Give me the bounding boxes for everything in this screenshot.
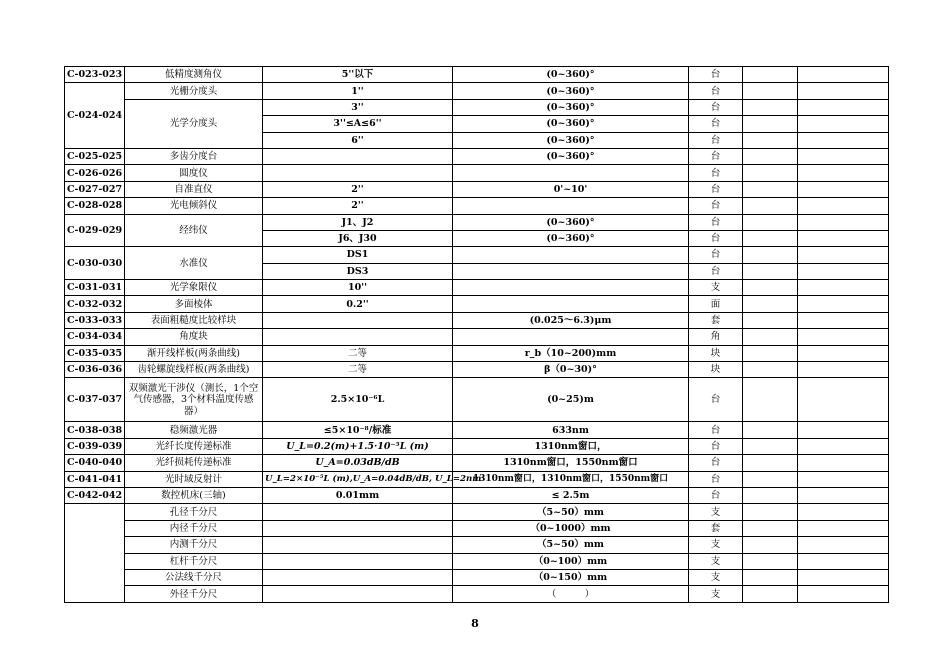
row-range: (0~360)° xyxy=(453,67,689,83)
table-row xyxy=(65,165,889,181)
row-unit: 台 xyxy=(689,214,743,230)
row-spec: J6、J30 xyxy=(263,230,453,246)
row-name: 双频激光干涉仪（测长，1个空气传感器，3个材料温度传感器） xyxy=(125,378,263,422)
row-empty xyxy=(798,362,889,378)
row-code: C-041-041 xyxy=(65,471,125,487)
table-row xyxy=(65,296,889,312)
table-row xyxy=(65,280,889,296)
row-range: （5~50）mm xyxy=(453,504,689,520)
row-unit: 台 xyxy=(689,116,743,132)
row-empty xyxy=(743,198,798,214)
row-unit: 支 xyxy=(689,504,743,520)
row-spec: U_L=2×10⁻⁵L (m),U_A=0.04dB/dB, U_L=2nm xyxy=(263,471,453,487)
row-code: C-030-030 xyxy=(65,247,125,280)
row-spec xyxy=(263,569,453,585)
row-empty xyxy=(798,487,889,503)
row-range: （0~150）mm xyxy=(453,569,689,585)
row-name: 表面粗糙度比较样块 xyxy=(125,312,263,328)
row-spec: J1、J2 xyxy=(263,214,453,230)
row-spec: 3''≤A≤6'' xyxy=(263,116,453,132)
row-empty xyxy=(743,148,798,164)
row-spec: 二等 xyxy=(263,362,453,378)
row-spec: 6'' xyxy=(263,132,453,148)
row-range: r_b（10~200)mm xyxy=(453,345,689,361)
row-empty xyxy=(743,569,798,585)
row-unit: 台 xyxy=(689,487,743,503)
row-code-empty xyxy=(65,504,125,602)
row-unit: 块 xyxy=(689,362,743,378)
row-spec: 2.5×10⁻⁶L xyxy=(263,378,453,422)
row-name: 光纤损耗传递标准 xyxy=(125,455,263,471)
row-name: 光纤长度传递标准 xyxy=(125,438,263,454)
table-row xyxy=(65,520,889,536)
row-empty xyxy=(743,553,798,569)
row-unit: 台 xyxy=(689,132,743,148)
row-empty xyxy=(743,520,798,536)
row-unit: 台 xyxy=(689,263,743,279)
row-empty xyxy=(798,247,889,263)
row-empty xyxy=(743,247,798,263)
row-empty xyxy=(798,537,889,553)
row-range: （0~100）mm xyxy=(453,553,689,569)
table-row xyxy=(65,312,889,328)
row-unit: 台 xyxy=(689,378,743,422)
row-name: 数控机床(三轴) xyxy=(125,487,263,503)
row-range xyxy=(453,296,689,312)
row-empty xyxy=(798,471,889,487)
row-empty xyxy=(743,67,798,83)
row-spec: U_A=0.03dB/dB xyxy=(263,455,453,471)
table-row xyxy=(65,83,889,99)
table-row xyxy=(65,362,889,378)
row-spec: 5''以下 xyxy=(263,67,453,83)
row-name: 圆度仪 xyxy=(125,165,263,181)
row-range: ≤ 2.5m xyxy=(453,487,689,503)
row-range: （5~50）mm xyxy=(453,537,689,553)
row-empty xyxy=(798,116,889,132)
row-code: C-029-029 xyxy=(65,214,125,247)
row-name: 内测千分尺 xyxy=(125,537,263,553)
row-code: C-032-032 xyxy=(65,296,125,312)
row-name: 孔径千分尺 xyxy=(125,504,263,520)
row-empty xyxy=(743,455,798,471)
row-range: (0~360)° xyxy=(453,83,689,99)
row-empty xyxy=(798,198,889,214)
row-empty xyxy=(743,83,798,99)
row-unit: 面 xyxy=(689,296,743,312)
table-row xyxy=(65,214,889,230)
row-range: 633nm xyxy=(453,422,689,438)
row-range xyxy=(453,198,689,214)
equipment-table-sheet xyxy=(64,66,888,603)
row-code: C-039-039 xyxy=(65,438,125,454)
row-empty xyxy=(798,132,889,148)
row-name: 光时域反射计 xyxy=(125,471,263,487)
row-empty xyxy=(743,537,798,553)
table-row xyxy=(65,569,889,585)
row-range xyxy=(453,329,689,345)
table-row xyxy=(65,455,889,471)
equipment-table xyxy=(64,66,889,603)
row-spec xyxy=(263,165,453,181)
row-empty xyxy=(743,329,798,345)
row-unit: 台 xyxy=(689,198,743,214)
row-unit: 支 xyxy=(689,553,743,569)
row-spec: 3'' xyxy=(263,99,453,115)
row-range xyxy=(453,165,689,181)
row-range: (0.025～6.3)μm xyxy=(453,312,689,328)
row-unit: 台 xyxy=(689,230,743,246)
row-unit: 支 xyxy=(689,537,743,553)
row-name: 光电倾斜仪 xyxy=(125,198,263,214)
row-code: C-040-040 xyxy=(65,455,125,471)
row-empty xyxy=(798,263,889,279)
row-unit: 套 xyxy=(689,312,743,328)
row-empty xyxy=(743,504,798,520)
row-empty xyxy=(743,345,798,361)
row-code: C-038-038 xyxy=(65,422,125,438)
table-row xyxy=(65,487,889,503)
row-unit: 台 xyxy=(689,148,743,164)
row-spec xyxy=(263,329,453,345)
row-spec: 2'' xyxy=(263,198,453,214)
table-row xyxy=(65,422,889,438)
row-range: (0~360)° xyxy=(453,116,689,132)
table-row xyxy=(65,99,889,115)
row-empty xyxy=(798,181,889,197)
row-empty xyxy=(743,132,798,148)
row-unit: 支 xyxy=(689,586,743,602)
row-name: 水准仪 xyxy=(125,247,263,280)
row-empty xyxy=(743,230,798,246)
row-empty xyxy=(743,181,798,197)
row-empty xyxy=(743,378,798,422)
row-code: C-033-033 xyxy=(65,312,125,328)
row-empty xyxy=(798,83,889,99)
row-empty xyxy=(798,99,889,115)
table-row xyxy=(65,586,889,602)
row-empty xyxy=(743,296,798,312)
row-range: (0~360)° xyxy=(453,148,689,164)
row-spec xyxy=(263,586,453,602)
row-unit: 台 xyxy=(689,422,743,438)
row-range: （0~1000）mm xyxy=(453,520,689,536)
table-row xyxy=(65,329,889,345)
table-row xyxy=(65,198,889,214)
row-empty xyxy=(743,116,798,132)
row-range: 1310nm窗口，1310nm窗口，1550nm窗口 xyxy=(453,471,689,487)
page-number: 8 xyxy=(471,617,479,630)
row-empty xyxy=(798,280,889,296)
row-spec xyxy=(263,312,453,328)
row-spec: 0.2'' xyxy=(263,296,453,312)
row-empty xyxy=(743,586,798,602)
row-range xyxy=(453,280,689,296)
table-row xyxy=(65,378,889,422)
row-code: C-042-042 xyxy=(65,487,125,503)
row-unit: 台 xyxy=(689,247,743,263)
row-empty xyxy=(743,214,798,230)
row-range: 1310nm窗口， xyxy=(453,438,689,454)
row-name: 多面棱体 xyxy=(125,296,263,312)
row-unit: 支 xyxy=(689,280,743,296)
row-unit: 支 xyxy=(689,569,743,585)
row-empty xyxy=(798,504,889,520)
row-name: 外径千分尺 xyxy=(125,586,263,602)
row-name: 渐开线样板(两条曲线) xyxy=(125,345,263,361)
row-unit: 台 xyxy=(689,67,743,83)
row-unit: 台 xyxy=(689,181,743,197)
row-spec: 0.01mm xyxy=(263,487,453,503)
row-range: (0~360)° xyxy=(453,99,689,115)
row-spec xyxy=(263,520,453,536)
row-name: 光栅分度头 xyxy=(125,83,263,99)
row-spec: DS1 xyxy=(263,247,453,263)
table-row xyxy=(65,345,889,361)
row-empty xyxy=(743,263,798,279)
row-empty xyxy=(798,422,889,438)
table-row xyxy=(65,471,889,487)
table-row xyxy=(65,438,889,454)
row-empty xyxy=(798,329,889,345)
row-unit: 台 xyxy=(689,471,743,487)
row-range: (0~360)° xyxy=(453,230,689,246)
row-empty xyxy=(743,471,798,487)
row-code: C-024-024 xyxy=(65,83,125,149)
row-empty xyxy=(798,438,889,454)
row-name: 齿轮螺旋线样板(两条曲线) xyxy=(125,362,263,378)
row-empty xyxy=(798,148,889,164)
row-range: (0~360)° xyxy=(453,214,689,230)
row-empty xyxy=(798,455,889,471)
row-name: 多齿分度台 xyxy=(125,148,263,164)
row-empty xyxy=(798,553,889,569)
row-empty xyxy=(798,165,889,181)
row-name: 低精度测角仪 xyxy=(125,67,263,83)
row-spec: U_L=0.2(m)+1.5·10⁻⁵L (m) xyxy=(263,438,453,454)
table-row xyxy=(65,148,889,164)
row-name: 自准直仪 xyxy=(125,181,263,197)
row-spec: DS3 xyxy=(263,263,453,279)
row-unit: 台 xyxy=(689,165,743,181)
row-code: C-028-028 xyxy=(65,198,125,214)
row-empty xyxy=(798,312,889,328)
table-row xyxy=(65,553,889,569)
row-code: C-037-037 xyxy=(65,378,125,422)
row-empty xyxy=(798,296,889,312)
table-row xyxy=(65,504,889,520)
row-unit: 套 xyxy=(689,520,743,536)
row-code: C-025-025 xyxy=(65,148,125,164)
table-row xyxy=(65,67,889,83)
row-empty xyxy=(798,345,889,361)
row-empty xyxy=(798,569,889,585)
row-empty xyxy=(743,312,798,328)
row-name: 角度块 xyxy=(125,329,263,345)
row-range xyxy=(453,247,689,263)
row-spec: 10'' xyxy=(263,280,453,296)
row-spec: 2'' xyxy=(263,181,453,197)
row-empty xyxy=(798,67,889,83)
row-spec: 1'' xyxy=(263,83,453,99)
row-code: C-034-034 xyxy=(65,329,125,345)
row-empty xyxy=(798,520,889,536)
row-unit: 角 xyxy=(689,329,743,345)
row-range: (0~360)° xyxy=(453,132,689,148)
row-empty xyxy=(743,362,798,378)
row-code: C-023-023 xyxy=(65,67,125,83)
row-name: 内径千分尺 xyxy=(125,520,263,536)
row-name: 光学象限仪 xyxy=(125,280,263,296)
row-code: C-027-027 xyxy=(65,181,125,197)
row-unit: 块 xyxy=(689,345,743,361)
row-range: 0'~10' xyxy=(453,181,689,197)
row-spec xyxy=(263,504,453,520)
row-unit: 台 xyxy=(689,99,743,115)
row-unit: 台 xyxy=(689,438,743,454)
row-unit: 台 xyxy=(689,83,743,99)
row-empty xyxy=(743,438,798,454)
table-row xyxy=(65,247,889,263)
row-empty xyxy=(743,165,798,181)
table-row xyxy=(65,181,889,197)
row-empty xyxy=(743,280,798,296)
row-unit: 台 xyxy=(689,455,743,471)
row-empty xyxy=(743,487,798,503)
row-empty xyxy=(743,422,798,438)
row-code: C-035-035 xyxy=(65,345,125,361)
row-range: β（0~30)° xyxy=(453,362,689,378)
row-spec xyxy=(263,537,453,553)
row-name: 杠杆千分尺 xyxy=(125,553,263,569)
row-empty xyxy=(798,378,889,422)
row-range: (0~25)m xyxy=(453,378,689,422)
row-name: 公法线千分尺 xyxy=(125,569,263,585)
table-row xyxy=(65,537,889,553)
row-name: 光学分度头 xyxy=(125,99,263,148)
row-spec: 二等 xyxy=(263,345,453,361)
row-spec: ≤5×10⁻⁸/标准 xyxy=(263,422,453,438)
row-code: C-031-031 xyxy=(65,280,125,296)
row-spec xyxy=(263,553,453,569)
row-name: 经纬仪 xyxy=(125,214,263,247)
row-code: C-026-026 xyxy=(65,165,125,181)
row-empty xyxy=(798,214,889,230)
row-name: 稳频激光器 xyxy=(125,422,263,438)
row-range: 1310nm窗口，1550nm窗口 xyxy=(453,455,689,471)
row-spec xyxy=(263,148,453,164)
row-range: （ ） xyxy=(453,586,689,602)
row-empty xyxy=(743,99,798,115)
row-empty xyxy=(798,586,889,602)
row-range xyxy=(453,263,689,279)
row-code: C-036-036 xyxy=(65,362,125,378)
row-empty xyxy=(798,230,889,246)
